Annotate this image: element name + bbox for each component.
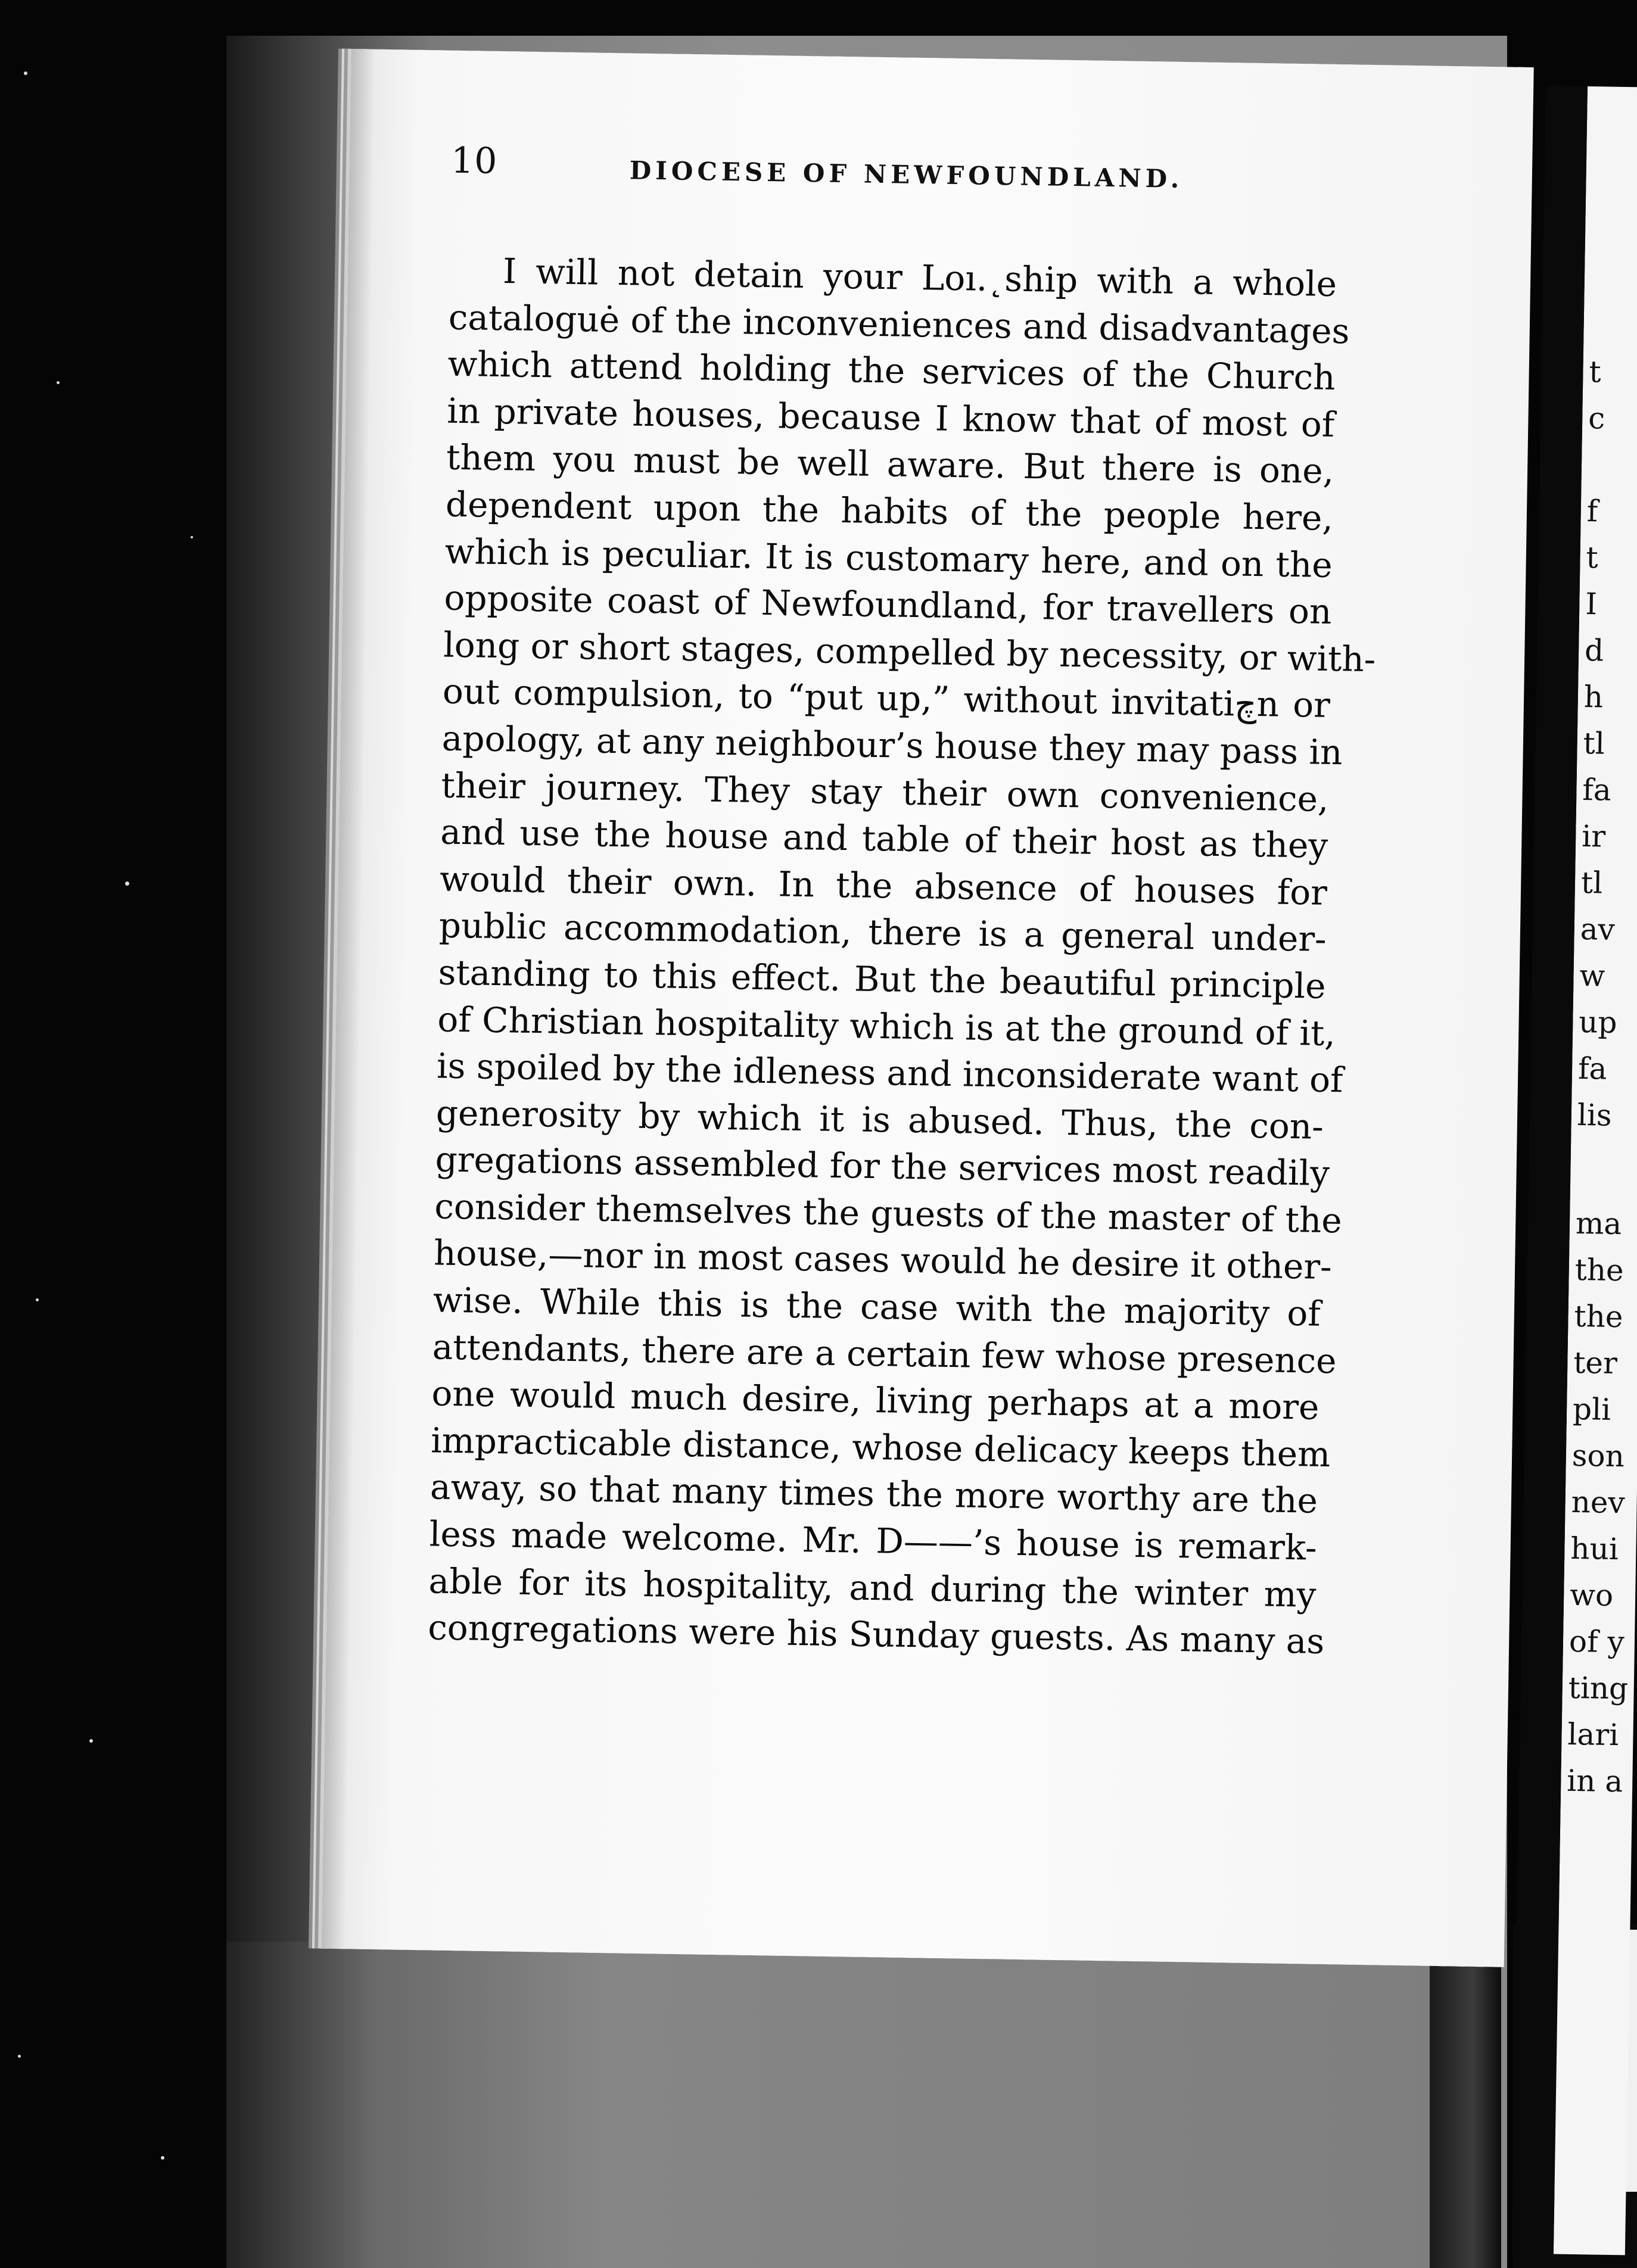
text-line: generosity by which it is abused. Thus, the con-	[435, 1092, 1324, 1147]
text-line: would their own. In the absence of houses for	[439, 858, 1328, 913]
adjacent-text-fragment: of y	[1568, 1624, 1625, 1660]
text-line: which is peculiar. It is customary here, and on the	[444, 531, 1333, 585]
adjacent-text-fragment: son	[1571, 1438, 1625, 1474]
running-head: DIOCESE OF NEWFOUNDLAND.	[629, 155, 1184, 194]
adjacent-page-text-lower	[1567, 1200, 1637, 1805]
adjacent-text-fragment: I	[1585, 587, 1598, 622]
dust-speck	[89, 1739, 93, 1743]
page-body-text	[427, 247, 1376, 1665]
book-cover-lower	[226, 1942, 1477, 2268]
adjacent-text-fragment: tl	[1580, 865, 1603, 901]
text-line: dependent upon the habits of the people here,	[445, 484, 1334, 538]
adjacent-text-fragment: pli	[1572, 1391, 1611, 1427]
text-line: congregations were his Sunday guests. As many as	[427, 1607, 1325, 1662]
adjacent-text-fragment: fa	[1577, 1051, 1607, 1086]
adjacent-text-fragment: t	[1586, 540, 1599, 575]
adjacent-text-fragment: the	[1574, 1252, 1624, 1288]
adjacent-text-fragment: t	[1589, 354, 1602, 390]
adjacent-text-fragment: nev	[1571, 1484, 1626, 1521]
text-line: one would much desire, living perhaps at a more	[431, 1373, 1319, 1428]
adjacent-page	[1554, 86, 1637, 2255]
text-line: attendants, there are a certain few whose presence	[432, 1326, 1337, 1381]
text-line: wise. While this is the case with the majority of	[432, 1279, 1321, 1334]
adjacent-text-fragment: f	[1586, 494, 1598, 529]
adjacent-text-fragment: ma	[1575, 1205, 1622, 1242]
text-line: and use the house and table of their host as they	[440, 811, 1328, 867]
adjacent-text-fragment: ting	[1568, 1670, 1629, 1706]
dust-speck	[57, 381, 60, 384]
text-line: them you must be well aware. But there is one,	[446, 437, 1334, 492]
adjacent-page-text-upper	[1577, 348, 1637, 1139]
text-line: long or short stages, compelled by necessity, or with-	[443, 624, 1376, 680]
adjacent-text-fragment: d	[1584, 633, 1604, 668]
adjacent-text-fragment: ter	[1573, 1345, 1618, 1381]
dust-speck	[24, 71, 27, 75]
text-line: away, so that many times the more worthy are the	[430, 1466, 1318, 1522]
text-line: cataloguė of the inconveniences and disadvantages	[448, 297, 1350, 351]
adjacent-text-fragment: ir	[1581, 819, 1606, 854]
book-page	[322, 49, 1534, 1967]
adjacent-text-fragment: h	[1583, 680, 1604, 715]
text-line: apology, at any neighbour’s house they may pass in	[441, 718, 1343, 773]
text-line: of Christian hospitality which is at the ground of it,	[437, 998, 1336, 1054]
text-line: consider themselves the guests of the master of the	[434, 1186, 1343, 1241]
text-line: which attend holding the services of the Church	[447, 343, 1336, 398]
text-line: out compulsion, to “put up,” without invitatiچn or	[442, 671, 1331, 726]
dust-speck	[161, 2156, 164, 2160]
text-line: their journey. They stay their own convenience,	[441, 765, 1329, 820]
text-line: impracticable distance, whose delicacy keeps them	[430, 1420, 1331, 1475]
text-line: house,—nor in most cases would he desire it other-	[433, 1232, 1333, 1288]
page-header	[450, 140, 1464, 204]
adjacent-text-fragment: w	[1579, 958, 1605, 993]
text-line: standing to this effect. But the beautiful principle	[438, 952, 1327, 1007]
dust-speck	[125, 881, 129, 886]
adjacent-text-fragment	[1587, 441, 1637, 489]
adjacent-text-fragment: in a	[1566, 1763, 1623, 1799]
text-line: public accommodation, there is a general under-	[438, 905, 1327, 960]
text-line: is spoiled by the idleness and inconsiderate want of	[436, 1045, 1344, 1101]
dust-speck	[36, 1298, 39, 1301]
adjacent-text-fragment: up	[1578, 1004, 1617, 1040]
page-number: 10	[450, 139, 498, 182]
adjacent-text-fragment: the	[1574, 1298, 1623, 1335]
text-line: less made welcome. Mr. D——’s house is remark-	[429, 1513, 1318, 1568]
adjacent-text-fragment: lis	[1577, 1097, 1612, 1133]
adjacent-text-fragment: hui	[1570, 1531, 1619, 1567]
adjacent-text-fragment: c	[1588, 401, 1605, 436]
adjacent-text-fragment: fa	[1582, 772, 1612, 808]
text-line: gregations assembled for the services most readily	[435, 1139, 1330, 1194]
adjacent-text-fragment: wo	[1569, 1577, 1614, 1613]
dust-speck	[191, 536, 193, 538]
text-line: able for its hospitality, and during the winter my	[428, 1560, 1317, 1615]
adjacent-text-fragment: tl	[1583, 726, 1605, 761]
text-line: in private houses, because I know that of most of	[446, 390, 1335, 445]
text-line: opposite coast of Newfoundland, for travellers on	[444, 577, 1332, 633]
adjacent-text-fragment: lari	[1567, 1716, 1619, 1753]
text-line: I will not detain your Loı.˛ship with a whole	[502, 251, 1337, 305]
dust-speck	[18, 2055, 21, 2058]
adjacent-text-fragment: av	[1580, 911, 1616, 947]
